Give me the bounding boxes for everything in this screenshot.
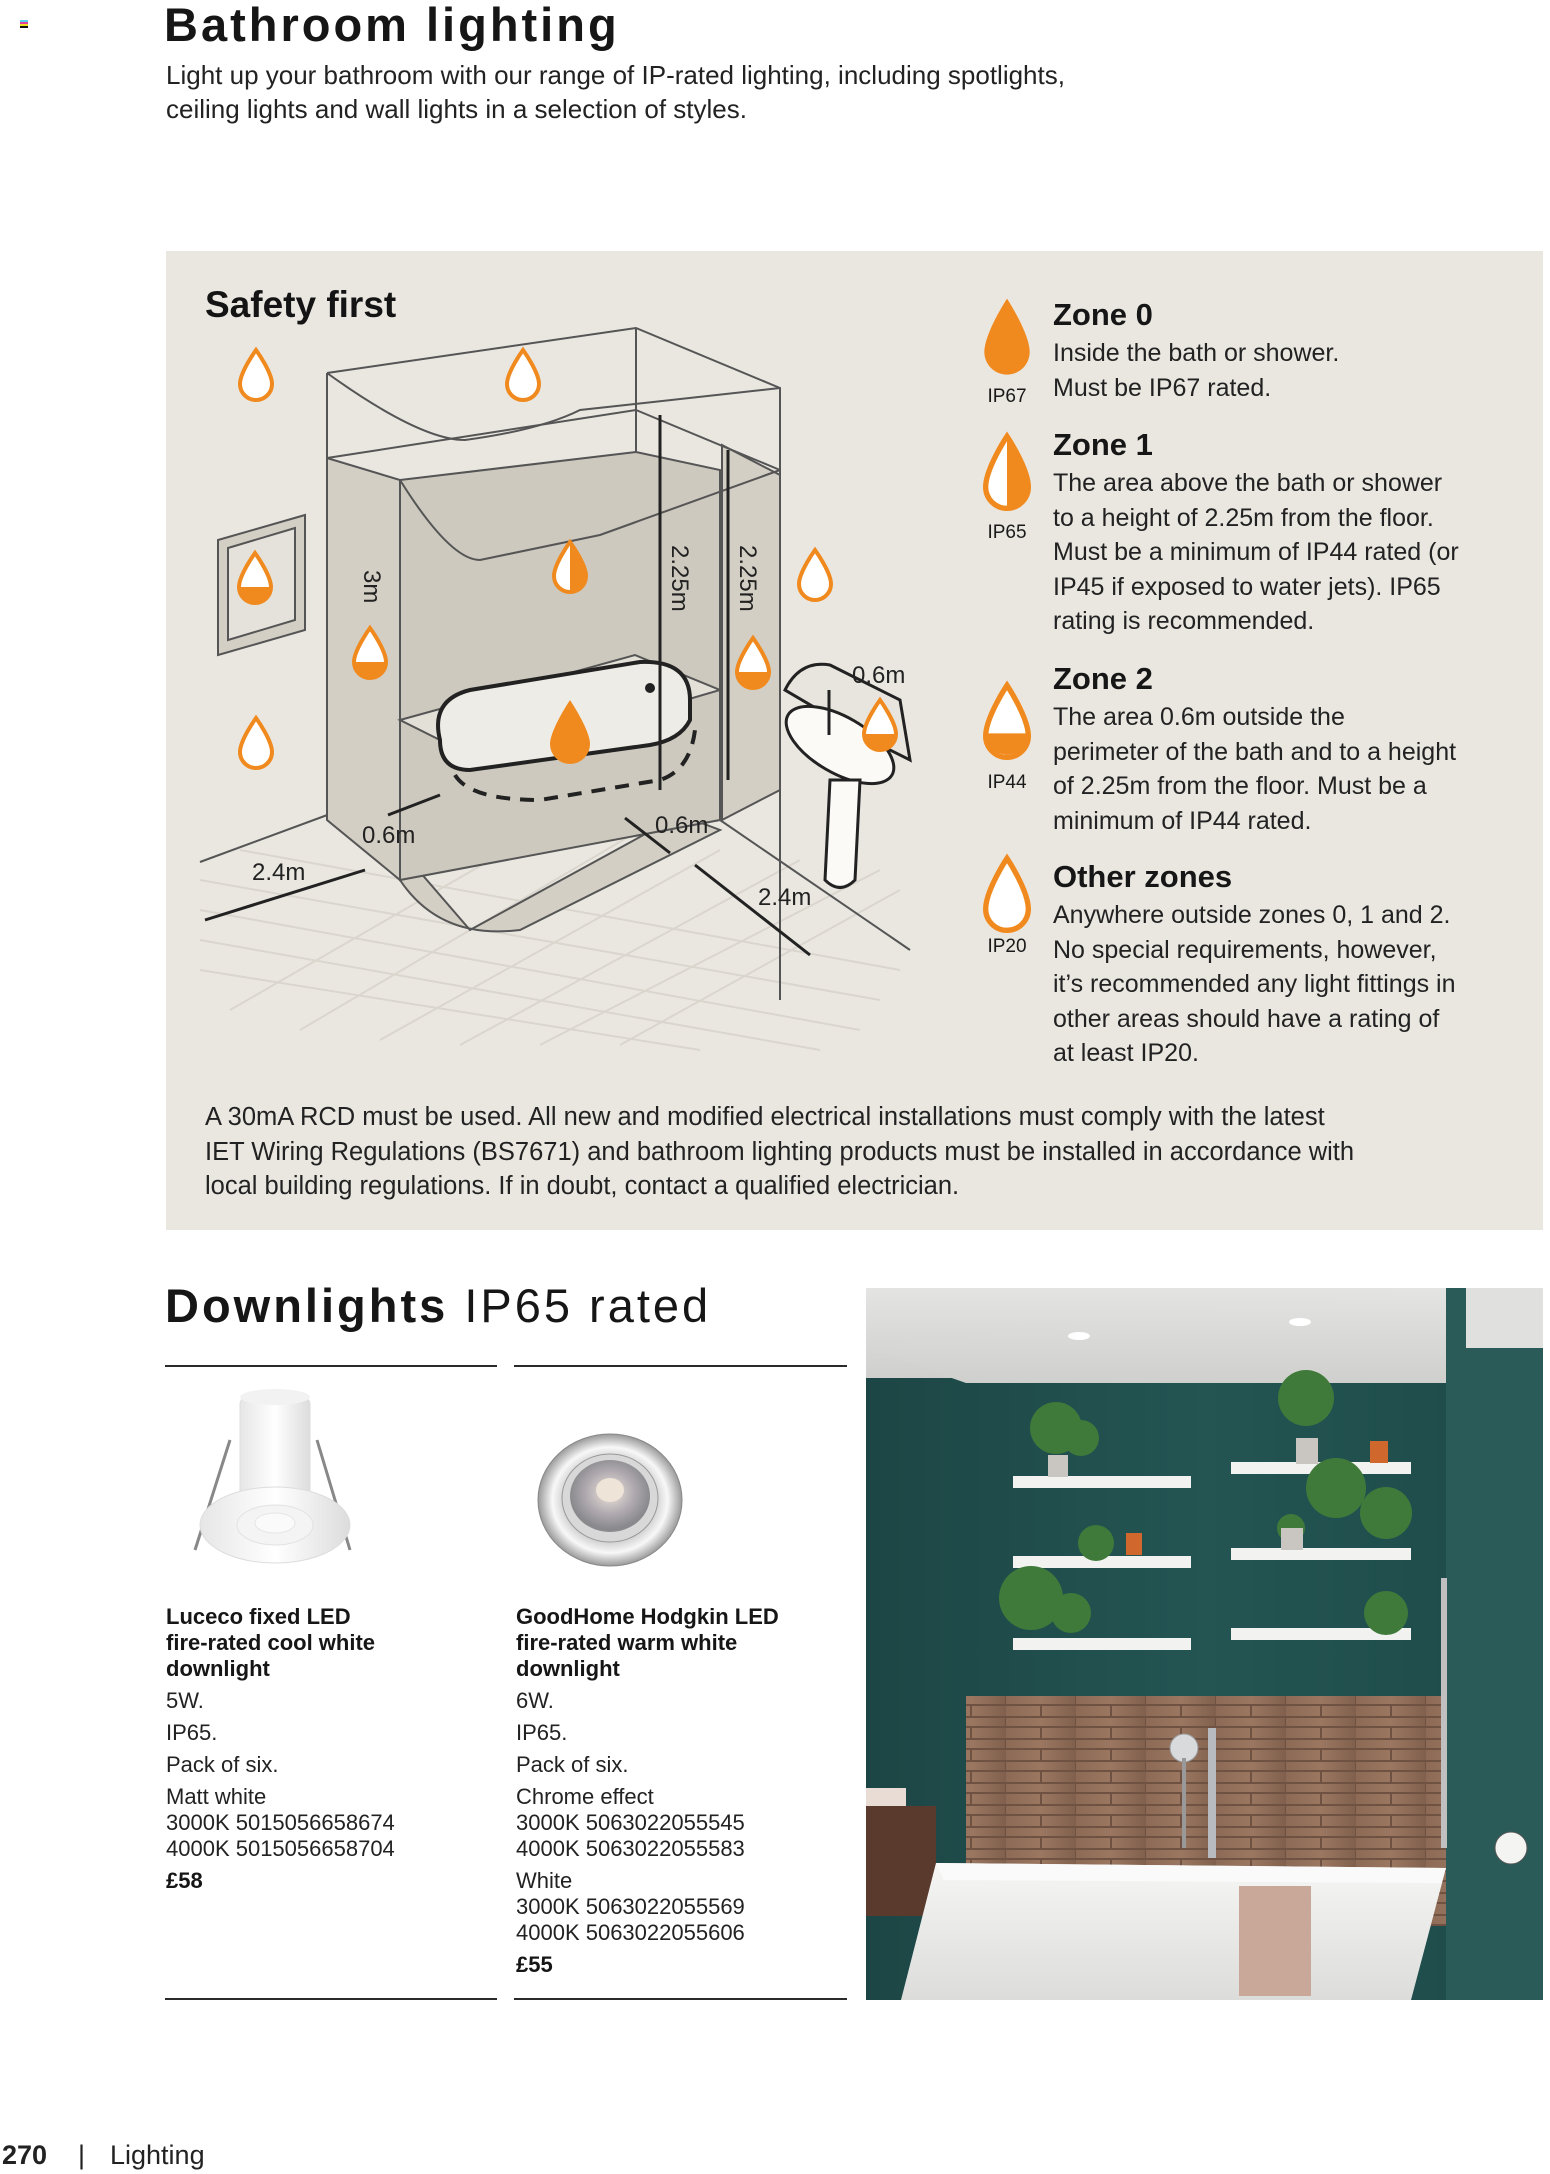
svg-text:3m: 3m bbox=[358, 570, 385, 604]
product-ip: IP65. bbox=[516, 1720, 568, 1745]
intro-line: Light up your bathroom with our range of IP-rated lighting, including spotlights, bbox=[166, 60, 1065, 90]
zone-title: Zone 0 bbox=[1053, 297, 1153, 332]
product-image-luceco-downlight bbox=[175, 1385, 415, 1585]
zone-description: The area above the bath or shower to a height of 2.25m from the floor. Must be a minimum of IP44 rated (or IP45 if exposed to water jets). IP65 rating is recommended. bbox=[1053, 469, 1459, 635]
page-title: Bathroom lighting bbox=[164, 0, 620, 51]
zone-rating: IP67 bbox=[987, 386, 1027, 407]
zone-title: Other zones bbox=[1053, 859, 1233, 894]
page-number: 270 bbox=[2, 2140, 48, 2170]
divider bbox=[514, 1365, 847, 1367]
rcd-safety-note: A 30mA RCD must be used. All new and modified electrical installations must comply with the latest IET Wiring Regulations (BS7671) and bathroom lighting products must be installed in accordance with local building regulations. If in doubt, contact a qualified electrician. bbox=[205, 1103, 1355, 1200]
zone-description: Inside the bath or shower. Must be IP67 rated. bbox=[1053, 339, 1340, 402]
product-wattage: 5W. bbox=[166, 1688, 204, 1713]
product-price: £58 bbox=[166, 1868, 203, 1893]
svg-text:0.6m: 0.6m bbox=[852, 662, 906, 689]
downlights-title-rating: IP65 rated bbox=[464, 1279, 712, 1332]
product-name: Luceco fixed LED fire-rated cool white downlight bbox=[166, 1604, 376, 1681]
downlights-title bbox=[165, 1278, 711, 1334]
zone-description: Anywhere outside zones 0, 1 and 2. No special requirements, however, it’s recommended any light fittings in other areas should have a rating of at least IP20. bbox=[1053, 901, 1456, 1067]
product-goodhome-hodgkin bbox=[516, 1604, 856, 1978]
svg-text:0.6m: 0.6m bbox=[655, 812, 709, 839]
product-name: GoodHome Hodgkin LED fire-rated warm white downlight bbox=[516, 1604, 779, 1681]
product-image-goodhome-downlight bbox=[515, 1410, 755, 1610]
svg-text:0.6m: 0.6m bbox=[362, 822, 416, 849]
page-footer bbox=[0, 2140, 400, 2174]
product-luceco bbox=[166, 1604, 506, 1894]
zone-rating: IP65 bbox=[987, 522, 1027, 543]
svg-text:2.25m: 2.25m bbox=[666, 545, 693, 612]
safety-title: Safety first bbox=[205, 284, 397, 325]
footer-section: Lighting bbox=[110, 2140, 205, 2170]
zone-title: Zone 2 bbox=[1053, 661, 1153, 696]
svg-text:2.4m: 2.4m bbox=[252, 859, 306, 886]
svg-text:2.25m: 2.25m bbox=[734, 545, 761, 612]
zone-title: Zone 1 bbox=[1053, 427, 1153, 462]
bathroom-zones-diagram bbox=[166, 251, 966, 1051]
drop-bottom-half-icon bbox=[980, 680, 1034, 760]
product-pack: Pack of six. bbox=[166, 1752, 279, 1777]
product-variant: Matt white 3000K 5015056658674 4000K 5015056658704 bbox=[166, 1784, 395, 1861]
divider bbox=[165, 1998, 497, 2000]
product-variant: Chrome effect 3000K 5063022055545 4000K 5063022055583 bbox=[516, 1784, 745, 1861]
downlights-title-bold: Downlights bbox=[165, 1279, 449, 1332]
svg-text:2.4m: 2.4m bbox=[758, 884, 812, 911]
divider bbox=[514, 1998, 847, 2000]
zone-rating: IP44 bbox=[987, 772, 1027, 793]
zone-description: The area 0.6m outside the perimeter of the bath and to a height of 2.25m from the floor. Must be a minimum of IP44 rated. bbox=[1053, 703, 1457, 835]
drop-outline-icon bbox=[980, 853, 1034, 933]
product-wattage: 6W. bbox=[516, 1688, 554, 1713]
zone-2 bbox=[980, 660, 1540, 840]
zone-other bbox=[980, 858, 1540, 1078]
print-color-mark bbox=[20, 20, 28, 28]
drop-full-icon bbox=[980, 296, 1034, 376]
intro-text bbox=[166, 58, 1166, 126]
bathroom-lifestyle-photo bbox=[866, 1288, 1543, 2000]
divider bbox=[165, 1365, 497, 1367]
product-ip: IP65. bbox=[166, 1720, 218, 1745]
footer-separator: | bbox=[78, 2140, 86, 2170]
product-price: £55 bbox=[516, 1952, 553, 1977]
drop-half-vertical-icon bbox=[980, 431, 1034, 511]
product-pack: Pack of six. bbox=[516, 1752, 629, 1777]
intro-line: ceiling lights and wall lights in a selection of styles. bbox=[166, 94, 747, 124]
zone-0 bbox=[980, 296, 1540, 416]
product-variant: White 3000K 5063022055569 4000K 5063022055606 bbox=[516, 1868, 745, 1945]
zone-1 bbox=[980, 426, 1540, 646]
zone-rating: IP20 bbox=[987, 936, 1027, 957]
